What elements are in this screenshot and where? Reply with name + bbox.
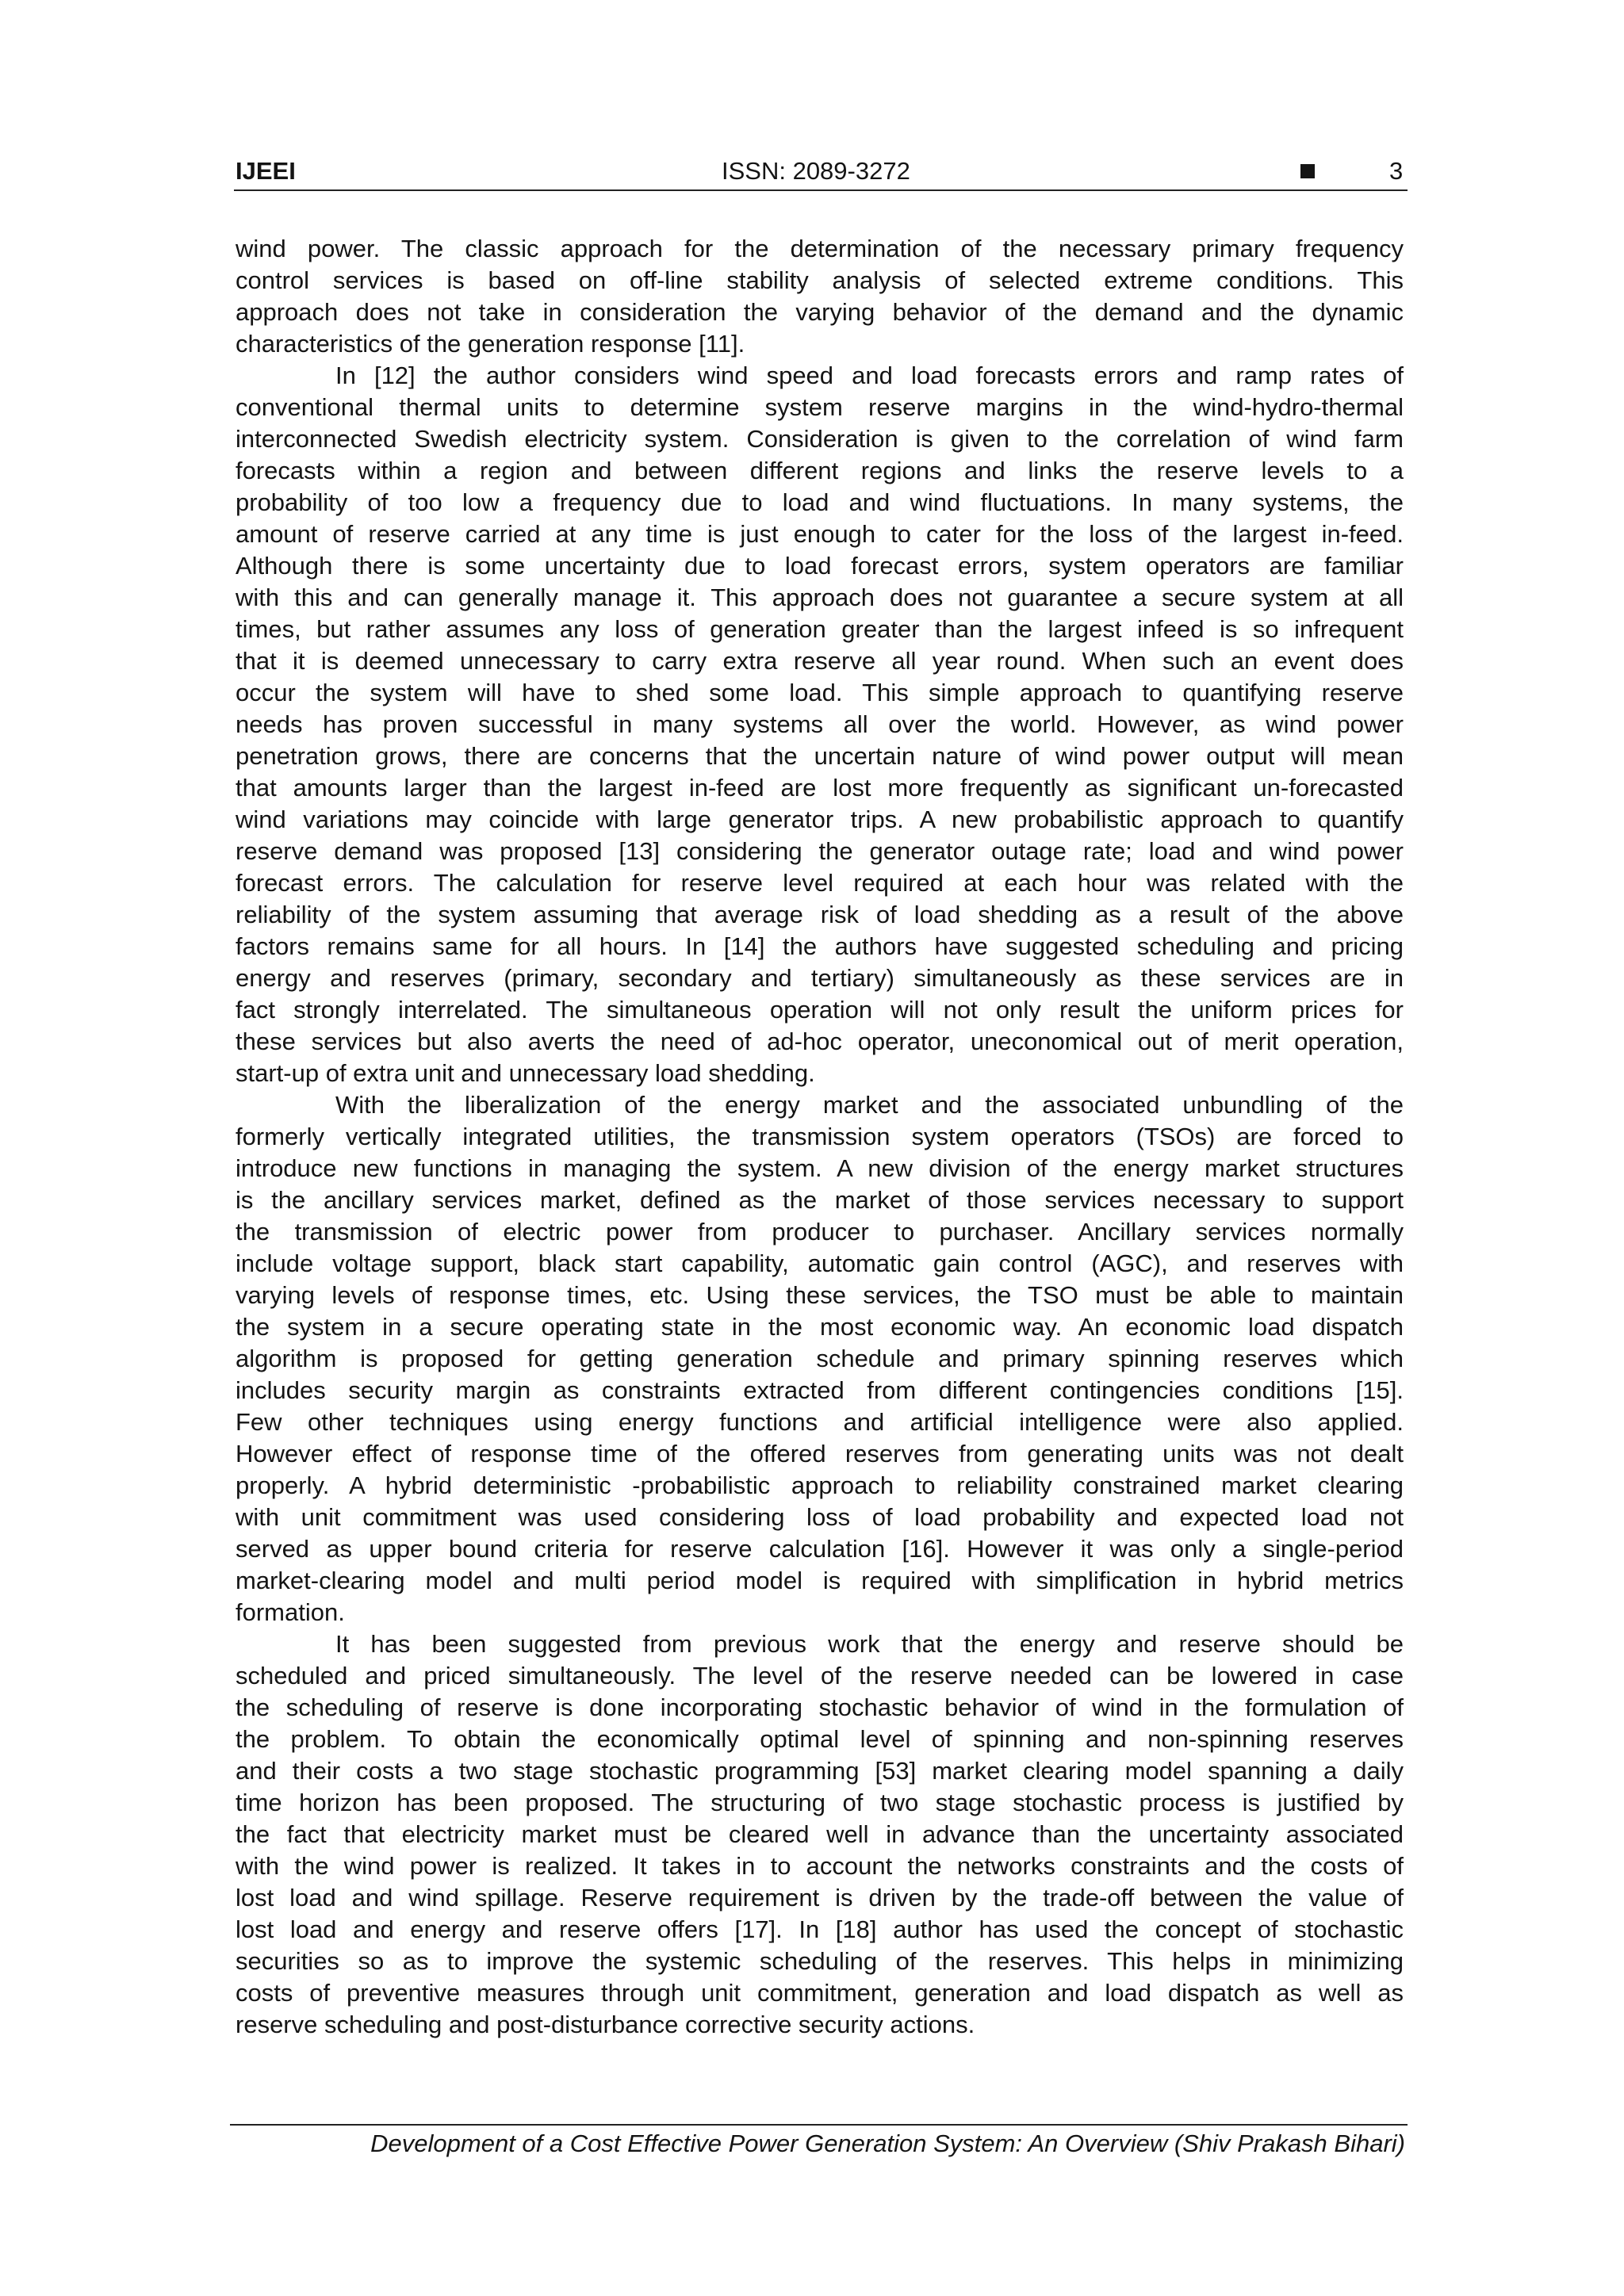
text-line: served as upper bound criteria for reserve calculation [16]. However it was only a single-period [236, 1535, 1404, 1563]
text-line: the fact that electricity market must be cleared well in advance than the uncertainty associated [236, 1820, 1404, 1848]
text-line: the problem. To obtain the economically optimal level of spinning and non-spinning reserves [236, 1725, 1404, 1753]
text-line: occur the system will have to shed some load. This simple approach to quantifying reserve [236, 679, 1404, 706]
header-rule [234, 189, 1408, 191]
text-line: introduce new functions in managing the system. A new division of the energy market structures [236, 1154, 1404, 1182]
text-line: reliability of the system assuming that average risk of load shedding as a result of the above [236, 901, 1404, 928]
page-number: 3 [1389, 157, 1404, 185]
text-line: wind power. The classic approach for the determination of the necessary primary frequency [236, 235, 1404, 262]
text-line: It has been suggested from previous work that the energy and reserve should be [335, 1630, 1404, 1658]
text-line: energy and reserves (primary, secondary and tertiary) simultaneously as these services are in [236, 964, 1404, 992]
text-line: that it is deemed unnecessary to carry extra reserve all year round. When such an event does [236, 647, 1404, 675]
text-line: include voltage support, black start capability, automatic gain control (AGC), and reserves with [236, 1249, 1404, 1277]
text-line: algorithm is proposed for getting generation schedule and primary spinning reserves which [236, 1345, 1404, 1372]
text-line: with this and can generally manage it. This approach does not guarantee a secure system at all [236, 584, 1404, 611]
text-line: includes security margin as constraints extracted from different contingencies conditions [15]. [236, 1376, 1404, 1404]
text-line: formation. [236, 1598, 345, 1626]
text-line: lost load and energy and reserve offers [17]. In [18] author has used the concept of stochastic [236, 1915, 1404, 1943]
text-line: is the ancillary services market, defined as the market of those services necessary to support [236, 1186, 1404, 1214]
text-line: market-clearing model and multi period model is required with simplification in hybrid metrics [236, 1567, 1404, 1594]
text-line: In [12] the author considers wind speed and load forecasts errors and ramp rates of [335, 362, 1404, 389]
text-line: With the liberalization of the energy market and the associated unbundling of the [335, 1091, 1404, 1119]
paragraph [236, 1089, 1404, 1628]
text-line: conventional thermal units to determine system reserve margins in the wind-hydro-thermal [236, 393, 1404, 421]
paragraph [236, 1628, 1404, 2041]
text-line: However effect of response time of the offered reserves from generating units was not dealt [236, 1440, 1404, 1468]
text-line: amount of reserve carried at any time is just enough to cater for the loss of the largest in-feed. [236, 520, 1404, 548]
text-line: reserve demand was proposed [13] considering the generator outage rate; load and wind power [236, 837, 1404, 865]
text-line: formerly vertically integrated utilities, the transmission system operators (TSOs) are forced to [236, 1123, 1404, 1150]
text-line: characteristics of the generation response [11]. [236, 330, 745, 358]
text-line: with the wind power is realized. It takes in to account the networks constraints and the costs of [236, 1852, 1404, 1880]
text-line: the system in a secure operating state in the most economic way. An economic load dispatch [236, 1313, 1404, 1341]
text-line: factors remains same for all hours. In [14] the authors have suggested scheduling and pricing [236, 932, 1404, 960]
text-line: probability of too low a frequency due to load and wind fluctuations. In many systems, the [236, 488, 1404, 516]
text-line: Although there is some uncertainty due to load forecast errors, system operators are familiar [236, 552, 1404, 580]
text-line: with unit commitment was used considering loss of load probability and expected load not [236, 1503, 1404, 1531]
text-line: costs of preventive measures through unit commitment, generation and load dispatch as well as [236, 1979, 1404, 2007]
text-line: the transmission of electric power from producer to purchaser. Ancillary services normally [236, 1218, 1404, 1246]
text-line: scheduled and priced simultaneously. The level of the reserve needed can be lowered in case [236, 1662, 1404, 1689]
square-bullet-icon [1300, 164, 1315, 178]
text-line: Few other techniques using energy functions and artificial intelligence were also applied. [236, 1408, 1404, 1436]
paragraph [236, 360, 1404, 1089]
running-title: Development of a Cost Effective Power Generation System: An Overview (Shiv Prakash Bihari) [370, 2130, 1405, 2157]
text-line: approach does not take in consideration the varying behavior of the demand and the dynamic [236, 298, 1404, 326]
text-line: needs has proven successful in many systems all over the world. However, as wind power [236, 710, 1404, 738]
paragraph [236, 233, 1404, 360]
text-line: varying levels of response times, etc. Using these services, the TSO must be able to maintain [236, 1281, 1404, 1309]
text-line: penetration grows, there are concerns that the uncertain nature of wind power output will mean [236, 742, 1404, 770]
footer-rule [230, 2124, 1408, 2126]
text-line: forecast errors. The calculation for reserve level required at each hour was related with the [236, 869, 1404, 897]
text-line: times, but rather assumes any loss of generation greater than the largest infeed is so infrequent [236, 615, 1404, 643]
text-line: time horizon has been proposed. The structuring of two stage stochastic process is justified by [236, 1789, 1404, 1816]
text-line: reserve scheduling and post-disturbance corrective security actions. [236, 2011, 975, 2038]
text-line: forecasts within a region and between different regions and links the reserve levels to a [236, 457, 1404, 484]
journal-name: IJEEI [236, 157, 296, 185]
text-line: and their costs a two stage stochastic programming [53] market clearing model spanning a daily [236, 1757, 1404, 1785]
text-line: wind variations may coincide with large generator trips. A new probabilistic approach to quantify [236, 806, 1404, 833]
issn-label: ISSN: 2089-3272 [722, 157, 910, 185]
text-line: fact strongly interrelated. The simultaneous operation will not only result the uniform prices for [236, 996, 1404, 1024]
text-line: securities so as to improve the systemic scheduling of the reserves. This helps in minimizing [236, 1947, 1404, 1975]
text-line: properly. A hybrid deterministic -probabilistic approach to reliability constrained market clearing [236, 1471, 1404, 1499]
text-line: interconnected Swedish electricity system. Consideration is given to the correlation of wind farm [236, 425, 1404, 453]
text-line: these services but also averts the need of ad-hoc operator, uneconomical out of merit operation, [236, 1027, 1404, 1055]
text-line: that amounts larger than the largest in-feed are lost more frequently as significant un-forecasted [236, 774, 1404, 802]
text-line: the scheduling of reserve is done incorporating stochastic behavior of wind in the formulation of [236, 1693, 1404, 1721]
text-line: lost load and wind spillage. Reserve requirement is driven by the trade-off between the value of [236, 1884, 1404, 1911]
text-line: control services is based on off-line stability analysis of selected extreme conditions. This [236, 266, 1404, 294]
text-line: start-up of extra unit and unnecessary load shedding. [236, 1059, 815, 1087]
body-text [236, 233, 1404, 2041]
